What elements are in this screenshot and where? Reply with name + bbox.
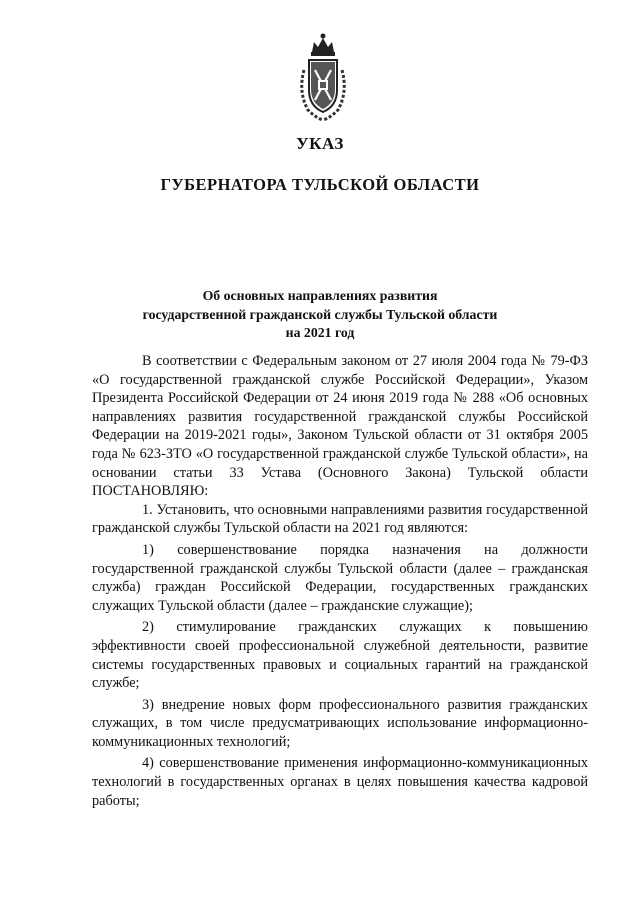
list-item: 2) стимулирование гражданских служащих к повышению эффективности своей профессиональной служебной деятельности, развитие системы государственных правовых и социальных гарантий на гражданской службе; (92, 619, 588, 692)
coat-of-arms-icon (294, 30, 352, 122)
document-subject (0, 287, 640, 343)
issuer-heading: ГУБЕРНАТОРА ТУЛЬСКОЙ ОБЛАСТИ (160, 175, 480, 194)
list-item: 1) совершенствование порядка назначения на должности государственной гражданской службы Тульской области (далее – гражданская служба) граждан Российской Федерации, государственных гражданских служащих Тульской области (далее – гражданские служащие); (92, 541, 588, 614)
clause-1-paragraph: 1. Установить, что основными направлениями развития государственной гражданской службы Тульской области на 2021 год являются: (92, 501, 588, 537)
document-type-heading: УКАЗ (296, 134, 344, 153)
document-body (92, 352, 588, 810)
subject-line: на 2021 год (285, 325, 355, 340)
subject-line: Об основных направлениях развития (202, 288, 438, 303)
list-item: 3) внедрение новых форм профессионального развития гражданских служащих, в том числе предусматривающих использование информационно-коммуникационных технологий; (92, 696, 588, 750)
subject-line: государственной гражданской службы Тульской области (142, 306, 498, 322)
list-item: 4) совершенствование применения информационно-коммуникационных технологий в государственных органах в целях повышения качества кадровой работы; (92, 755, 588, 809)
preamble-paragraph: В соответствии с Федеральным законом от 27 июля 2004 года № 79-ФЗ «О государственной гражданской службе Российской Федерации», Указом Президента Российской Федерации от 24 июня 2019 года № 288 «Об основных направлениях развития государственной гражданской службы Российской Федерации на 2019-2021 годы», Законом Тульской области от 31 октября 2005 года № 623-ЗТО «О государственной гражданской службе Тульской области», на основании статьи 33 Устава (Основного Закона) Тульской области ПОСТАНОВЛЯЮ: (92, 353, 588, 500)
